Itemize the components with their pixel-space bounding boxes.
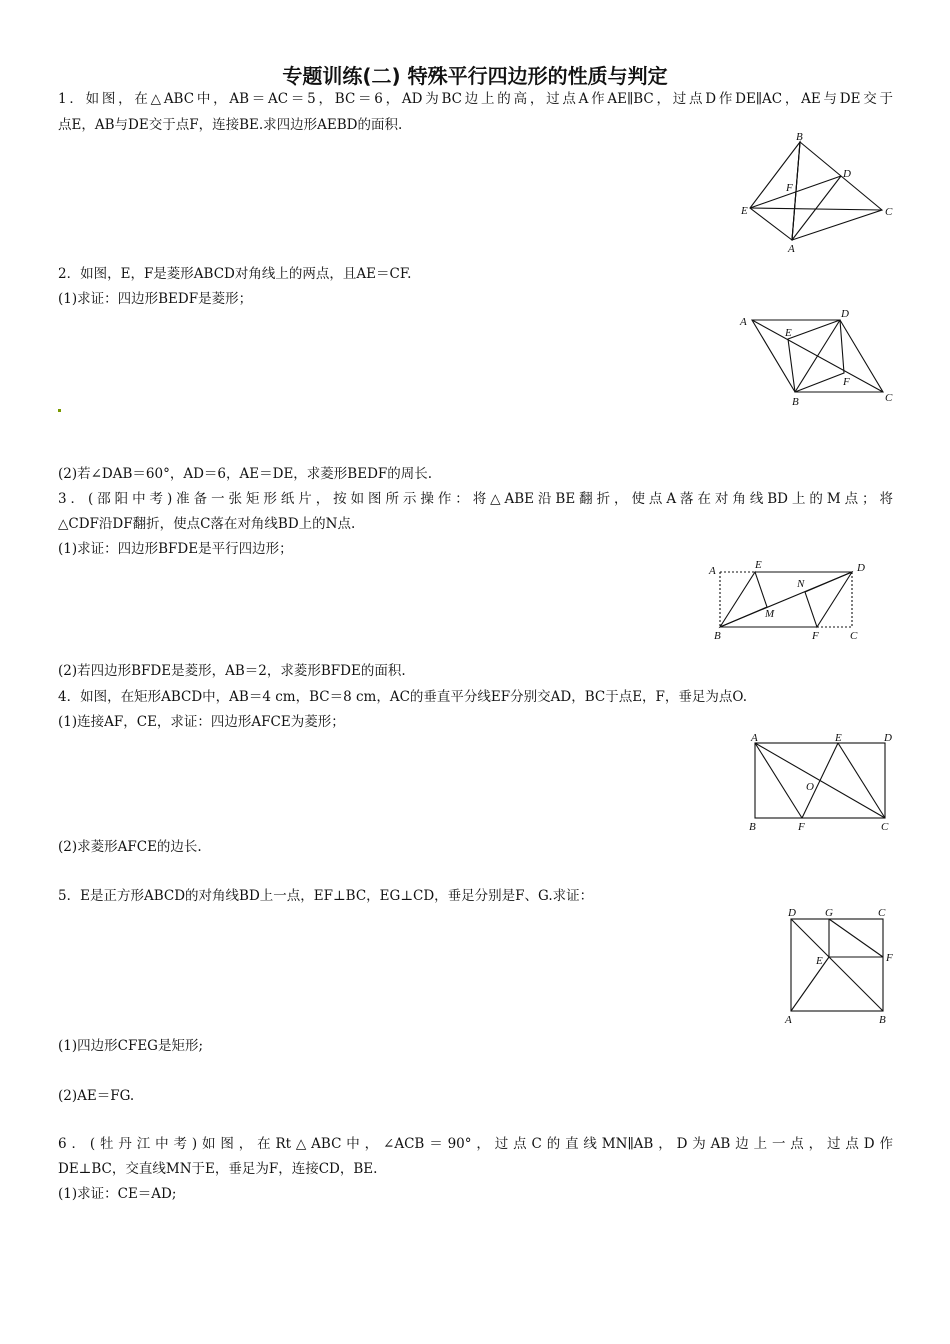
fig3-label-n: N: [797, 578, 805, 590]
problem-1-figure: [730, 130, 900, 255]
fig3-label-d: D: [857, 562, 865, 574]
problem-4-line-1: 4．如图，在矩形ABCD中，AB＝4 cm，BC＝8 cm，AC的垂直平分线EF分别交AD，BC于点E，F，垂足为点O.: [58, 689, 747, 705]
fig2-label-d: D: [841, 308, 849, 320]
fig5-label-d: D: [788, 907, 796, 919]
fig1-label-b: B: [796, 131, 803, 143]
problem-5-line-1: 5．E是正方形ABCD的对角线BD上一点，EF⊥BC，EG⊥CD，垂足分别是F、G.求证：: [58, 888, 594, 904]
problem-4-figure: [745, 730, 905, 835]
problem-3-part-2: (2)若四边形BFDE是菱形，AB＝2，求菱形BFDE的面积.: [58, 663, 406, 679]
stray-dot: [58, 409, 61, 412]
fig3-label-f: F: [812, 630, 819, 642]
problem-3-line-2: △CDF沿DF翻折，使点C落在对角线BD上的N点.: [58, 516, 356, 532]
fig4-label-a: A: [751, 732, 758, 744]
fig2-label-c: C: [885, 392, 893, 404]
fig1-label-a: A: [788, 243, 795, 255]
problem-5-part-2: (2)AE＝FG.: [58, 1088, 135, 1104]
fig5-label-f: F: [886, 952, 893, 964]
fig2-label-e: E: [785, 327, 792, 339]
fig1-label-f: F: [786, 182, 793, 194]
problem-6-part-1: (1)求证：CE＝AD;: [58, 1186, 177, 1202]
fig3-label-m: M: [765, 608, 775, 620]
fig5-label-b: B: [879, 1014, 886, 1026]
fig2-label-f: F: [843, 376, 850, 388]
fig2-label-a: A: [740, 316, 747, 328]
fig3-label-c: C: [850, 630, 858, 642]
problem-3-line-1: 3．(邵阳中考)准备一张矩形纸片，按如图所示操作：将△ABE沿BE翻折，使点A落在对角线BD上的M点；将: [58, 491, 893, 507]
fig5-label-e: E: [816, 955, 823, 967]
fig5-label-g: G: [825, 907, 833, 919]
problem-3-part-1: (1)求证：四边形BFDE是平行四边形；: [58, 541, 293, 557]
problem-6-line-2: DE⊥BC，交直线MN于E，垂足为F，连接CD，BE.: [58, 1161, 378, 1177]
fig1-label-c: C: [885, 206, 893, 218]
fig1-label-e: E: [741, 205, 748, 217]
fig4-label-d: D: [884, 732, 892, 744]
fig3-label-e: E: [755, 559, 762, 571]
fig4-label-c: C: [881, 821, 889, 833]
problem-4-part-2: (2)求菱形AFCE的边长.: [58, 839, 202, 855]
problem-6-line-1: 6．(牡丹江中考)如图，在Rt△ABC中，∠ACB＝90°，过点C的直线MN∥AB，D为AB边上一点，过点D作: [58, 1136, 893, 1152]
fig4-label-e: E: [835, 732, 842, 744]
fig4-label-o: O: [806, 781, 814, 793]
fig4-label-b: B: [749, 821, 756, 833]
problem-5-figure: [780, 902, 900, 1027]
problem-5-part-1: (1)四边形CFEG是矩形;: [58, 1038, 204, 1054]
problem-1-line-2: 点E，AB与DE交于点F，连接BE.求四边形AEBD的面积.: [58, 117, 403, 133]
page-title: 专题训练(二) 特殊平行四边形的性质与判定: [282, 64, 668, 88]
fig2-label-b: B: [792, 396, 799, 408]
fig3-label-a: A: [709, 565, 716, 577]
problem-2-figure: [735, 305, 905, 410]
fig5-label-c: C: [878, 907, 886, 919]
problem-2-part-2: (2)若∠DAB＝60°，AD＝6，AE＝DE，求菱形BEDF的周长.: [58, 466, 433, 482]
problem-1-line-1: 1．如图，在△ABC中，AB＝AC＝5，BC＝6，AD为BC边上的高，过点A作AE∥BC，过点D作DE∥AC，AE与DE交于: [58, 91, 893, 107]
problem-4-part-1: (1)连接AF，CE，求证：四边形AFCE为菱形；: [58, 714, 345, 730]
problem-2-line-1: 2．如图，E，F是菱形ABCD对角线上的两点，且AE＝CF.: [58, 266, 412, 282]
problem-3-figure: [705, 557, 875, 642]
fig4-label-f: F: [798, 821, 805, 833]
problem-2-part-1: (1)求证：四边形BEDF是菱形；: [58, 291, 253, 307]
fig1-label-d: D: [843, 168, 851, 180]
fig3-label-b: B: [714, 630, 721, 642]
fig5-label-a: A: [785, 1014, 792, 1026]
